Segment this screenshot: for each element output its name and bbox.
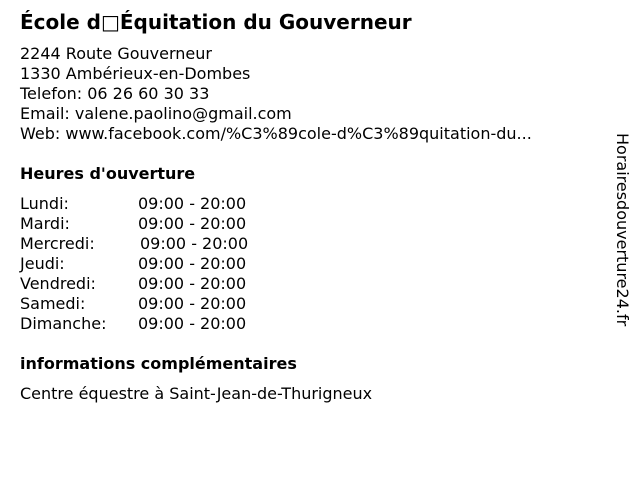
info-heading: informations complémentaires — [20, 354, 297, 373]
city-address: 1330 Ambérieux-en-Dombes — [20, 64, 251, 83]
day-label: Vendredi: — [20, 274, 96, 293]
phone-line: Telefon: 06 26 60 30 33 — [20, 84, 210, 103]
day-label: Mardi: — [20, 214, 70, 233]
info-description: Centre équestre à Saint-Jean-de-Thurigneux — [20, 384, 373, 403]
time-range: 09:00 - 20:00 — [138, 314, 247, 333]
hours-row — [20, 314, 280, 334]
hours-row — [20, 214, 280, 234]
hours-row — [20, 234, 280, 254]
day-label: Jeudi: — [20, 254, 65, 273]
hours-row — [20, 294, 280, 314]
time-range: 09:00 - 20:00 — [138, 274, 247, 293]
day-label: Mercredi: — [20, 234, 95, 253]
street-address: 2244 Route Gouverneur — [20, 44, 212, 63]
time-range: 09:00 - 20:00 — [138, 254, 247, 273]
address-block — [20, 44, 532, 144]
day-label: Dimanche: — [20, 314, 107, 333]
page-title: École d□Équitation du Gouverneur — [20, 10, 412, 34]
time-range: 09:00 - 20:00 — [140, 234, 249, 253]
hours-row — [20, 274, 280, 294]
watermark-text: Horairesdouverture24.fr — [613, 133, 632, 327]
opening-hours-list — [20, 194, 280, 334]
hours-row — [20, 254, 280, 274]
time-range: 09:00 - 20:00 — [138, 194, 247, 213]
email-line: Email: valene.paolino@gmail.com — [20, 104, 292, 123]
web-line: Web: www.facebook.com/%C3%89cole-d%C3%89quitation-du... — [20, 124, 532, 143]
time-range: 09:00 - 20:00 — [138, 294, 247, 313]
day-label: Lundi: — [20, 194, 69, 213]
watermark — [612, 133, 634, 373]
hours-heading: Heures d'ouverture — [20, 164, 196, 183]
hours-row — [20, 194, 280, 214]
day-label: Samedi: — [20, 294, 86, 313]
time-range: 09:00 - 20:00 — [138, 214, 247, 233]
